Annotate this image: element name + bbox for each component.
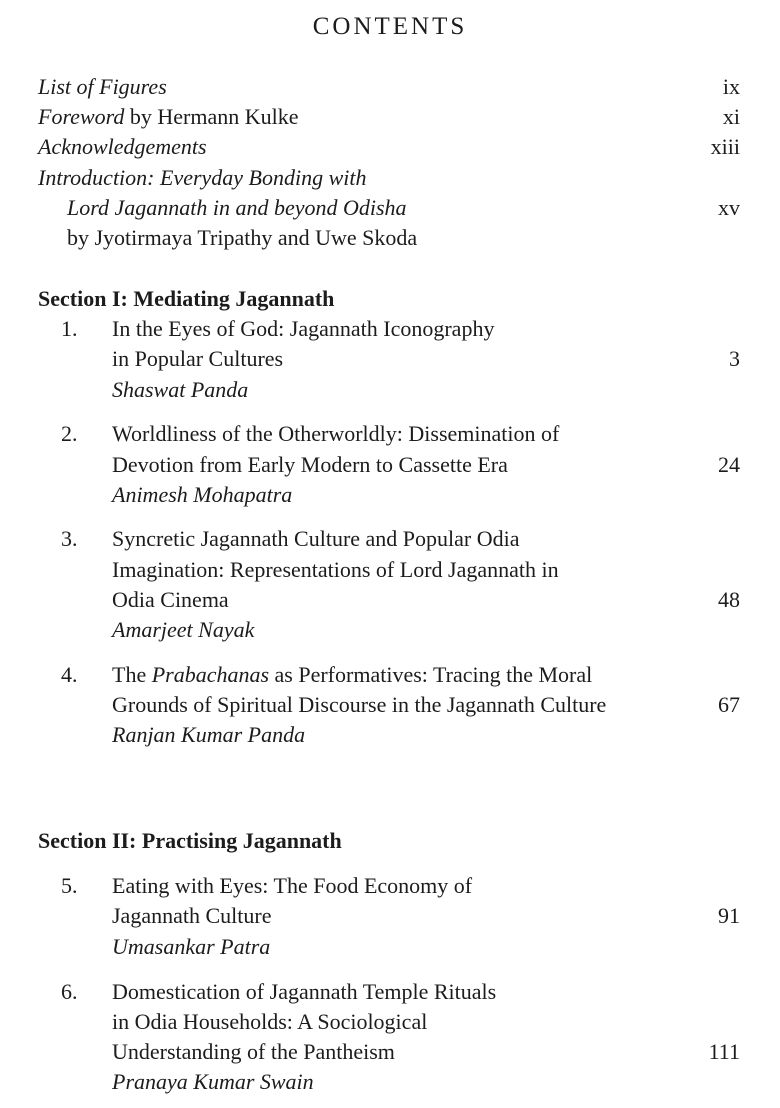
- page-number: xi: [722, 104, 740, 129]
- chapter-title-line: Devotion from Early Modern to Cassette Era: [112, 452, 508, 477]
- page-title: CONTENTS: [312, 13, 468, 40]
- chapter-title-line: In the Eyes of God: Jagannath Iconography: [112, 316, 495, 341]
- chapter-number: 4.: [61, 662, 78, 687]
- title-text: as Performatives: Tracing the Moral: [269, 662, 593, 687]
- chapter-title-line: Domestication of Jagannath Temple Rituals: [112, 979, 497, 1004]
- title-italic-text: Prabachanas: [151, 662, 270, 687]
- chapter-number: 6.: [61, 979, 78, 1004]
- page-number: xiii: [710, 134, 740, 159]
- chapter-number: 1.: [61, 316, 78, 341]
- chapter-title-line: Worldliness of the Otherworldly: Dissemination of: [112, 421, 560, 446]
- chapter-title-line: Grounds of Spiritual Discourse in the Jagannath Culture: [112, 692, 607, 717]
- chapter-title-line: [112, 660, 592, 690]
- page-number: 48: [718, 587, 740, 612]
- toc-introduction-line: Introduction: Everyday Bonding with: [38, 165, 367, 190]
- foreword-author: by Hermann Kulke: [124, 104, 299, 129]
- page-number: 24: [718, 452, 740, 477]
- chapter-author: Animesh Mohapatra: [112, 482, 293, 507]
- chapter-author: Umasankar Patra: [112, 934, 271, 959]
- chapter-title-line: Understanding of the Pantheism: [112, 1039, 395, 1064]
- chapter-number: 2.: [61, 421, 78, 446]
- chapter-number: 5.: [61, 873, 78, 898]
- chapter-author: Ranjan Kumar Panda: [112, 722, 306, 747]
- toc-acknowledgements: Acknowledgements: [38, 134, 207, 159]
- section-heading: Section II: Practising Jagannath: [38, 828, 342, 853]
- chapter-title-line: Jagannath Culture: [112, 903, 272, 928]
- chapter-title-line: in Popular Cultures: [112, 346, 284, 371]
- page-number: xv: [718, 195, 740, 220]
- chapter-title-line: Odia Cinema: [112, 587, 229, 612]
- chapter-title-line: in Odia Households: A Sociological: [112, 1009, 428, 1034]
- page-number: 111: [708, 1039, 740, 1064]
- chapter-title-line: Syncretic Jagannath Culture and Popular Odia: [112, 526, 520, 551]
- title-text: The: [112, 662, 152, 687]
- chapter-author: Pranaya Kumar Swain: [112, 1069, 314, 1094]
- chapter-author: Shaswat Panda: [112, 377, 249, 402]
- page-number: ix: [722, 74, 740, 99]
- chapter-number: 3.: [61, 526, 78, 551]
- chapter-title-line: Imagination: Representations of Lord Jagannath in: [112, 557, 559, 582]
- toc-introduction-line: Lord Jagannath in and beyond Odisha: [67, 195, 407, 220]
- chapter-author: Amarjeet Nayak: [112, 617, 255, 642]
- chapter-title-line: Eating with Eyes: The Food Economy of: [112, 873, 473, 898]
- toc-list-of-figures: List of Figures: [38, 74, 167, 99]
- page-number: 91: [718, 903, 740, 928]
- page-number: 67: [718, 692, 740, 717]
- toc-foreword: [38, 102, 299, 132]
- page-number: 3: [729, 346, 740, 371]
- toc-introduction-authors: by Jyotirmaya Tripathy and Uwe Skoda: [67, 225, 418, 250]
- foreword-label: Foreword: [38, 104, 125, 129]
- section-heading: Section I: Mediating Jagannath: [38, 286, 335, 311]
